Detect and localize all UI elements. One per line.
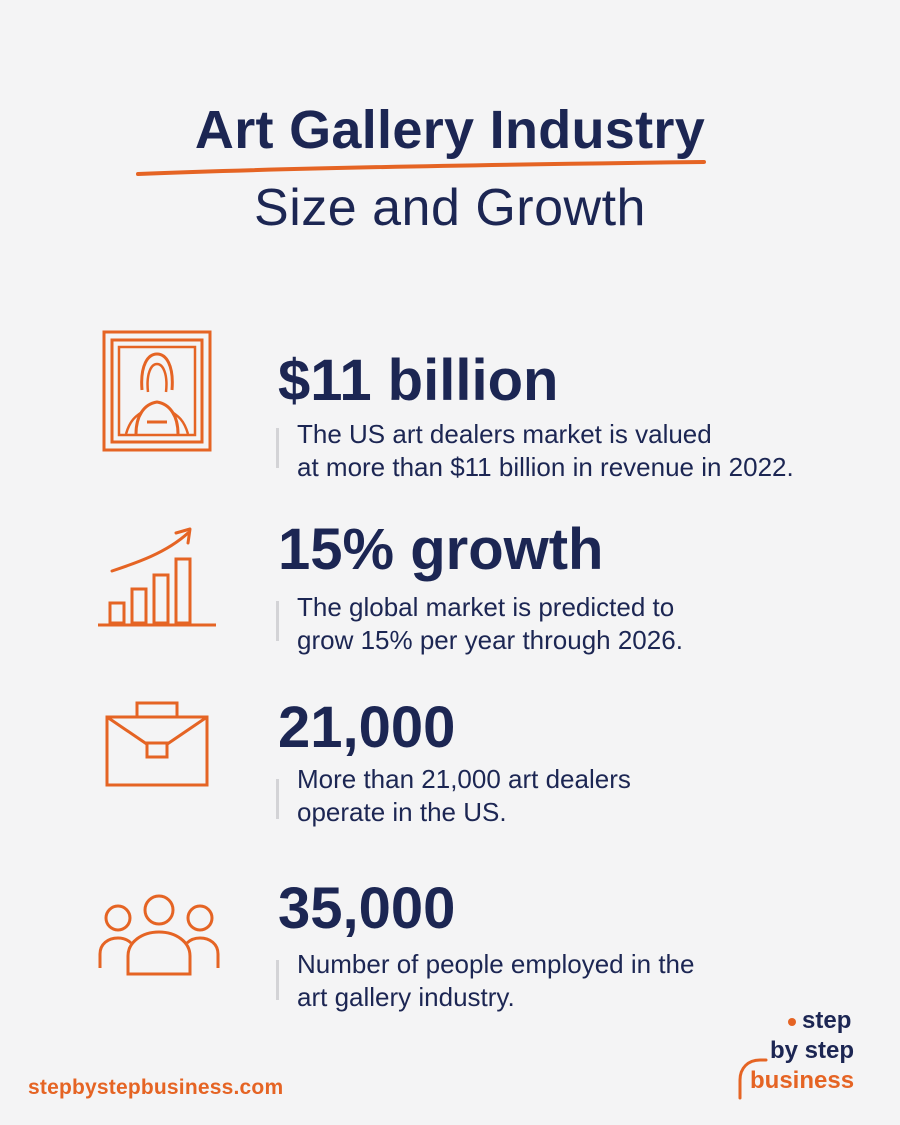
stat-description: The global market is predicted to grow 15% per year through 2026. (297, 592, 683, 655)
divider-bar (276, 960, 279, 1000)
stat-revenue (0, 330, 900, 500)
brand-logo (732, 1008, 872, 1104)
framed-portrait-icon (102, 330, 212, 452)
growth-chart-icon (96, 523, 220, 629)
logo-word-business: business (750, 1067, 855, 1094)
divider-bar (276, 601, 279, 641)
divider-bar (276, 779, 279, 819)
footer-url[interactable]: stepbystepbusiness.com (28, 1076, 284, 1099)
briefcase-icon (105, 701, 209, 789)
stat-description: The US art dealers market is valued at more than $11 billion in revenue in 2022. (297, 419, 794, 482)
stat-value: 21,000 (278, 695, 456, 760)
page-title: Art Gallery Industry (194, 100, 706, 160)
stat-description: Number of people employed in the art gallery industry. (297, 949, 695, 1012)
people-group-icon (96, 892, 222, 976)
stat-value: 15% growth (278, 517, 604, 582)
logo-word-by-step: by step (770, 1037, 855, 1064)
stat-description: More than 21,000 art dealers operate in the US. (297, 764, 631, 827)
stat-dealers (0, 695, 900, 865)
stat-value: 35,000 (278, 876, 456, 941)
page-subtitle: Size and Growth (254, 179, 646, 237)
title-block (0, 96, 900, 164)
stat-value: $11 billion (278, 348, 559, 413)
divider-bar (276, 428, 279, 468)
stat-growth (0, 515, 900, 685)
logo-word-step: step (802, 1007, 852, 1034)
